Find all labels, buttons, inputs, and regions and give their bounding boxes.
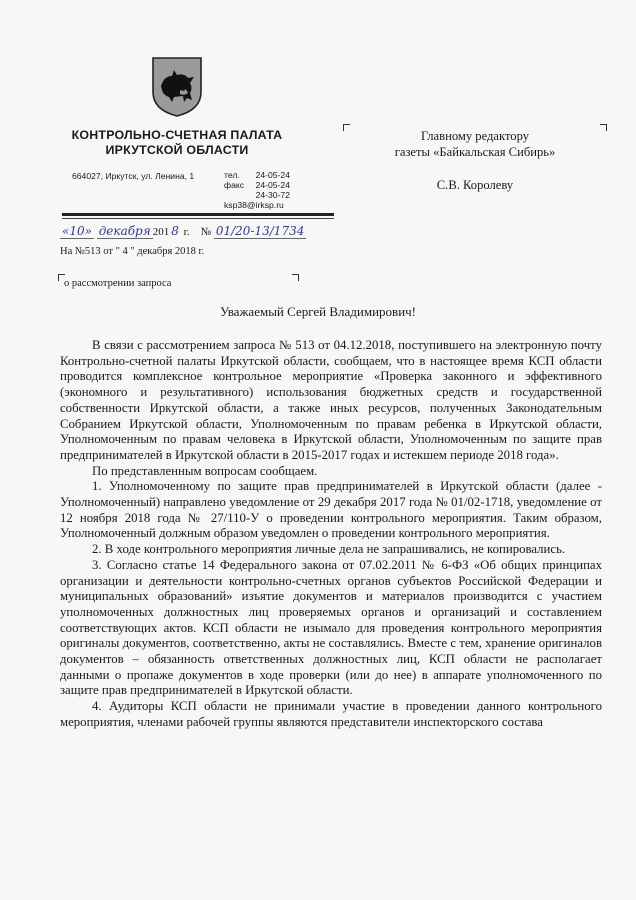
fax-value-1: 24-05-24 [255, 180, 290, 190]
paragraph-item-2: 2. В ходе контрольного мероприятия личные дела не запрашивались, не копировались. [92, 542, 566, 557]
recipient-block [350, 128, 600, 160]
sender-organization [62, 128, 292, 158]
recipient-name: С.В. Королеву [436, 178, 514, 192]
tel-value: 24-05-24 [255, 170, 290, 180]
subject-corner-right [292, 274, 299, 281]
letter-subject: о рассмотрении запроса [64, 278, 172, 289]
date-month: декабря [98, 224, 151, 238]
sender-address: 664027, Иркутск, ул. Ленина, 1 [72, 171, 195, 181]
outgoing-date-number [60, 224, 306, 239]
date-day: «10» [62, 224, 92, 238]
org-line-2: ИРКУТСКОЙ ОБЛАСТИ [105, 143, 249, 157]
header-divider [62, 213, 334, 216]
coat-of-arms-icon [150, 56, 204, 118]
number-label: № [200, 226, 212, 238]
header-divider-thin [62, 218, 334, 219]
date-year-hand: 8 [171, 224, 179, 238]
reference-line: На №513 от " 4 " декабря 2018 г. [60, 246, 205, 257]
paragraph-item-4: 4. Аудиторы КСП области не принимали участие в проведении данного контрольного мероприятия, членами рабочей группы являются представители инспекторского состава [60, 699, 602, 729]
sender-contacts [224, 170, 294, 210]
tel-label: тел. [224, 170, 240, 180]
paragraph-intro: В связи с рассмотрением запроса № 513 от 04.12.2018, поступившего на электронную почту Контрольно-счетной палаты Иркутской области, сообщаем, что в настоящее время КСП области проводится комплексное контрольное мероприятие «Проверка законного и эффективного (экономного и результативного) использования бюджетных средств и государственной собственности Иркутской области, а также иных ресурсов, полученных Законодательным Собранием Иркутской области, Уполномоченным по правам ребенка в Иркутской области, Уполномоченным по правам человека в Иркутской области, Уполномоченным по защите прав предпринимателей в Иркутской области в 2015-2017 годах и истекшем периоде 2018 года». [60, 338, 602, 462]
sender-email: ksp38@irksp.ru [224, 200, 284, 210]
paragraph-lead: По представленным вопросам сообщаем. [92, 463, 318, 478]
fax-value-2: 24-30-72 [255, 190, 290, 200]
fax-label: факс [224, 180, 245, 190]
recipient-line-1: Главному редактору [420, 129, 530, 143]
paragraph-item-3: 3. Согласно статье 14 Федерального закона от 07.02.2011 № 6-ФЗ «Об общих принципах организации и деятельности контрольно-счетных органов субъектов Российской Федерации и муниципальных образований» изъятие документов и материалов производится с участием уполномоченных должностных лиц проверяемых органов и организаций и составлением соответствующих актов. КСП области не изымало для проведения контрольного мероприятия оригиналы документов, соответственно, акты не составлялись. Вместе с тем, хранение оригиналов документов – обязанность ответственных должностных лиц, КСП области не располагает данными о пропаже документов в ходе проверки (или до нее) в аппарате уполномоченного по защите прав предпринимателей в Иркутской области. [60, 557, 602, 698]
paragraph-item-1: 1. Уполномоченному по защите прав предпринимателей в Иркутской области (далее - Уполномоченный) направлено уведомление от 29 декабря 2017 года № 01/02-1718, уведомление от 12 ноября 2018 года № 27/110-У о проведении контрольного мероприятия. Таким образом, Уполномоченный должным образом уведомлен о проведении контрольного мероприятия. [60, 479, 602, 541]
letter-body [60, 338, 602, 731]
date-suffix: г. [183, 226, 190, 238]
recipient-corner-right [600, 124, 607, 131]
date-year: 201 [152, 226, 170, 238]
org-line-1: КОНТРОЛЬНО-СЧЕТНАЯ ПАЛАТА [71, 128, 283, 142]
recipient-corner-left [343, 124, 350, 131]
outgoing-number: 01/20-13/1734 [215, 224, 305, 238]
recipient-line-2: газеты «Байкальская Сибирь» [394, 145, 556, 159]
greeting: Уважаемый Сергей Владимирович! [219, 304, 417, 319]
